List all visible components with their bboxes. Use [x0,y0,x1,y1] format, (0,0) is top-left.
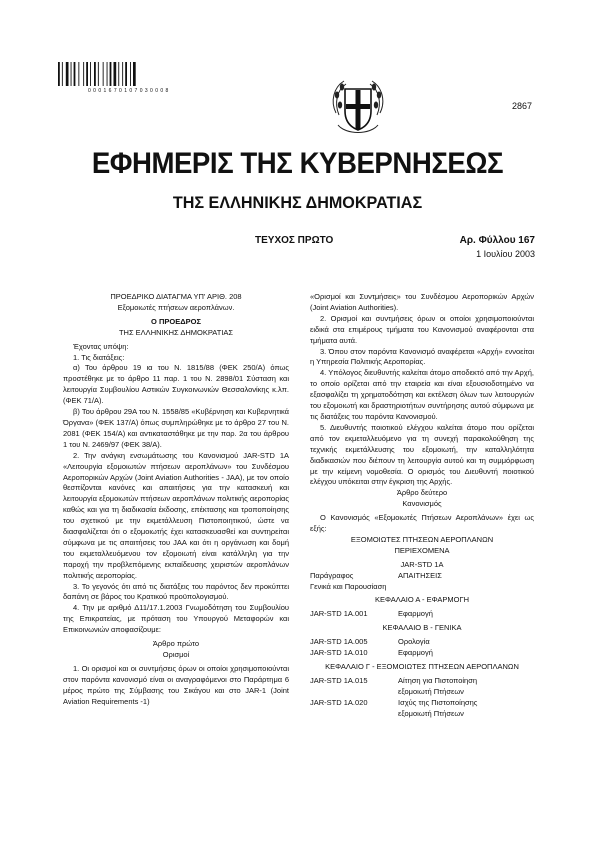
toc-row [310,698,534,720]
paragraph: 1. Τις διατάξεις: [73,352,125,362]
decree-title: ΠΡΟΕΔΡΙΚΟ ΔΙΑΤΑΓΜΑ ΥΠ' ΑΡΙΘ. 208 [110,292,242,301]
paragraph: Ο Κανονισμός «Εξομοιωτές Πτήσεων Αεροπλάνων» έχει ως εξής: [310,513,534,534]
issue-date: 1 Ιουλίου 2003 [476,249,535,259]
toc-row-title: Ορολογία [398,637,430,647]
right-column [310,292,534,720]
paragraph: 3. Όπου στον παρόντα Κανονισμό αναφέρεται «Αρχή» εννοείται η Υπηρεσία Πολιτικής Αεροπορίας. [310,346,534,367]
article-2-subtitle: Κανονισμός [402,499,442,509]
toc-row-title [378,676,534,698]
paragraph: 4. Υπόλογος διευθυντής καλείται άτομο αποδεκτό από την Αρχή, το οποίο ορίζεται από την εταιρεία και είναι εξουσιοδοτημένο να εξασφαλίζει τη χρηματοδότηση και εκτέλεση όλων των λειτουργιών του εξομοιωτή και δραστηριοτήτων συντήρησης αυτού σύμφωνα με τις διατάξεις του παρόντα Κανονισμού. [310,368,534,421]
paragraph: 4. Την με αριθμό Δ11/17.1.2003 Γνωμοδότηση του Συμβουλίου της Επικρατείας, με πρόταση του Υπουργού Μεταφορών και Επικοινωνιών αποφασίζουμε: [63,603,289,635]
paragraph: «Ορισμοί και Συντμήσεις» του Συνδέσμου Αεροπορικών Αρχών (Joint Aviation Authorities). [310,292,534,312]
toc-title: ΕΞΟΜΟΙΩΤΕΣ ΠΤΗΣΕΩΝ ΑΕΡΟΠΛΑΝΩΝ [350,534,494,544]
sheet-number: Αρ. Φύλλου 167 [459,235,535,246]
toc-row-title-line: εξομοιωτή Πτήσεων [398,708,464,718]
toc-row-title-line: Αίτηση για Πιστοποίηση [398,675,478,685]
article-1-subtitle: Ορισμοί [162,650,190,659]
toc-row-title [378,698,534,720]
toc-row-code: JAR-STD 1A.015 [310,675,368,685]
toc-row-title-line: εξομοιωτή Πτήσεων [398,686,464,696]
left-column [63,292,289,708]
toc-contents: ΠΕΡΙΕΧΟΜΕΝΑ [394,545,450,555]
toc-col-requirements: ΑΠΑΙΤΗΣΕΙΣ [398,570,442,580]
paragraph: α) Του άρθρου 19 ια του Ν. 1815/88 (ΦΕΚ 250/Α) όπως προστέθηκε με το άρθρο 11 παρ. 1 του Ν. 2898/01 Σύσταση και λειτουργία Συμβουλίου Αστικών Συγκοινωνιών Θεσσαλονίκης κ.λπ. (ΦΕΚ 71/Α). [63,363,289,406]
page-number: 2867 [512,101,533,111]
toc-row [310,676,534,698]
paragraph: 3. Το γεγονός ότι από τις διατάξεις του παρόντος δεν προκύπτει δαπάνη σε βάρος του Κρατικού προϋπολογισμού. [63,581,289,602]
president-heading-1: Ο ΠΡΟΕΔΡΟΣ [151,316,201,326]
decree-subject: Εξομοιωτές πτήσεων αεροπλάνων. [117,302,235,312]
toc-row-code: JAR-STD 1A.010 [310,648,368,658]
toc-row-title: Εφαρμογή [398,648,433,658]
gazette-title: ΕΦΗΜΕΡΙΣ ΤΗΣ ΚΥΒΕΡΝΗΣΕΩΣ [91,147,504,180]
toc-row-title: Εφαρμογή [398,609,433,619]
having-regard: Έχοντας υπόψη: [73,341,129,351]
article-1-title: Άρθρο πρώτο [152,639,200,649]
toc-row [310,609,534,620]
paragraph: 5. Διευθυντής ποιοτικού ελέγχου καλείται άτομο που ορίζεται από τον εκμεταλλευόμενο για τη συνεχή παρακολούθηση της τεχνικής εκμετάλλευσης του εξομοιωτή, την καταλληλότητα διαδικασιών που διέπουν τη λειτουργία αυτού και τη συμμόρφωση με την κείμενη νομοθεσία. Ο ορισμός του Διευθυντή ποιοτικού ελέγχου υπόκειται στην έγκριση της Αρχής. [310,422,534,487]
toc-col-paragraph: Παράγραφος [310,570,354,580]
barcode [58,62,148,90]
paragraph: 2. Την ανάγκη ενσωμάτωσης του Κανονισμού JAR-STD 1A «Λειτουργία εξομοιωτών πτήσεων αεροπλάνων» του Συνδέσμου Αεροπορικών Αρχών (Joint Aviation Authorities - JAA), με τον οποίο θεσπίζονται κανόνες και απαιτήσεις για την κατασκευή και λειτουργία εξομοιωτών πτήσεων αεροπλάνων πολιτικής αεροπορίας καθώς και για τη διαδικασία έκδοσης, επέκτασης και τροποποίησης του σχετικού με την εκμετάλλευση Πιστοποιητικού, ώστε να διασφαλίζεται ότι ο εξομοιωτής έχει κατασκευασθεί και συντηρείται σύμφωνα με τις απαιτήσεις του JAA και ότι η οργάνωση και δομή του εκμεταλλευόμενου τον εξομοιωτή είναι κατάλληλη για την παροχή την προβλεπόμενης εκπαίδευσης χειριστών αεροπλάνων πολιτικής αεροπορίας. [63,450,289,580]
toc-row-code: JAR-STD 1A.005 [310,637,368,647]
president-heading-2: ΤΗΣ ΕΛΛΗΝΙΚΗΣ ΔΗΜΟΚΡΑΤΙΑΣ [118,327,234,337]
toc-code: JAR-STD 1A [400,559,444,569]
toc-row [310,648,534,659]
toc-row [310,637,534,648]
toc-header-row [310,571,534,582]
barcode-number: 0 0 0 1 6 7 0 1 0 7 0 3 0 0 0 8 [88,88,169,94]
toc-row-code: JAR-STD 1A.020 [310,697,368,707]
issue-type: ΤΕΥΧΟΣ ΠΡΩΤΟ [255,235,334,246]
paragraph: 1. Οι ορισμοί και οι συντμήσεις όρων οι οποίοι χρησιμοποιούνται στον παρόντα κανονισμό είναι οι αναγραφόμενοι στο Παράρτημα 6 μέρος πρώτο της Σύμβασης του Σικάγου και στο JAR-1 (Joint Aviation Requirements -1) [63,663,289,706]
chapter-c-heading: ΚΕΦΑΛΑΙΟ Γ - ΕΞΟΜΟΙΩΤΕΣ ΠΤΗΣΕΩΝ ΑΕΡΟΠΛΑΝΩΝ [325,662,519,671]
toc-row-code: JAR-STD 1A.001 [310,609,368,619]
greek-coat-of-arms-icon [328,73,388,143]
gazette-subtitle: ΤΗΣ ΕΛΛΗΝΙΚΗΣ ΔΗΜΟΚΡΑΤΙΑΣ [172,193,423,212]
toc-general: Γενικά και Παρουσίαση [310,581,387,591]
paragraph: 2. Ορισμοί και συντμήσεις όρων οι οποίοι χρησιμοποιούνται ειδικά στα επιμέρους τμήματα του Κανονισμού αναφέρονται στα τμήματα αυτά. [310,313,534,345]
paragraph: β) Του άρθρου 29Α του Ν. 1558/85 «Κυβέρνηση και Κυβερνητικά Όργανα» (ΦΕΚ 137/Α) όπως συμπληρώθηκε με το άρθρο 27 του Ν. 2081 (ΦΕΚ 154/Α) και αντικαταστάθηκε με την παρ. 2α του άρθρου 1 του Ν. 2469/97 (ΦΕΚ 38/Α). [63,407,289,449]
chapter-b-heading: ΚΕΦΑΛΑΙΟ Β - ΓΕΝΙΚΑ [382,623,462,633]
toc-row-title-line: Ισχύς της Πιστοποίησης [398,697,478,707]
chapter-a-heading: ΚΕΦΑΛΑΙΟ Α - ΕΦΑΡΜΟΓΗ [374,595,470,605]
article-2-title: Άρθρο δεύτερο [396,488,448,498]
